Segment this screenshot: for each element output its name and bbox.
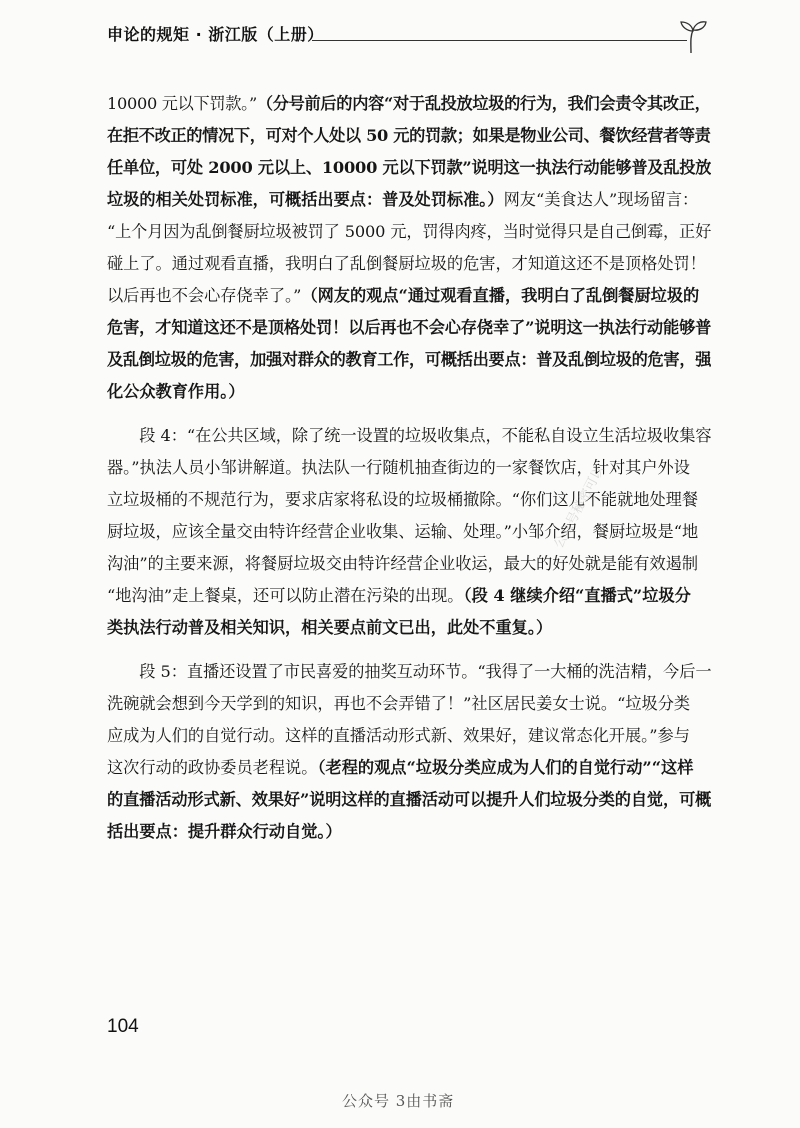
text-run: 立垃圾桶的不规范行为，要求店家将私设的垃圾桶撤除。“你们这儿不能就地处理餐 [107, 490, 699, 509]
text-run: 应成为人们的自觉行动。这样的直播活动形式新、效果好，建议常态化开展。”参与 [107, 726, 690, 745]
book-title: 申论的规矩 · 浙江版（上册） [107, 25, 324, 44]
bold-run: 括出要点：提升群众行动自觉。） [107, 822, 342, 841]
bold-run: 任单位，可处 2000 元以上、10000 元以下罚款”说明这一执法行动能够普及乱投放 [107, 158, 711, 177]
bold-run: （老程的观点“垃圾分类应成为人们的自觉行动”“这样 [317, 758, 694, 777]
header-rule [312, 40, 687, 41]
bold-run: 及乱倒垃圾的危害，加强对群众的教育工作，可概括出要点：普及乱倒垃圾的危害，强 [107, 350, 711, 369]
text-line [107, 216, 711, 248]
text-line [107, 88, 711, 120]
text-line [107, 688, 711, 720]
paragraph [107, 88, 711, 408]
text-line [107, 548, 711, 580]
bold-run: 在拒不改正的情况下，可对个人处以 50 元的罚款；如果是物业公司、餐饮经营者等责 [107, 126, 711, 145]
text-run: 段 4：“在公共区域，除了统一设置的垃圾收集点，不能私自设立生活垃圾收集容 [107, 426, 711, 445]
text-line [107, 816, 711, 848]
text-run: 这次行动的政协委员老程说。 [107, 758, 318, 777]
text-run: 厨垃圾，应该全量交由特许经营企业收集、运输、处理。”小邹介绍，餐厨垃圾是“地 [107, 522, 699, 541]
text-line [107, 612, 711, 644]
watermark: 公众号秘密可以 [551, 463, 608, 551]
text-line [107, 312, 711, 344]
text-run: “上个月因为乱倒餐厨垃圾被罚了 5000 元，罚得肉疼，当时觉得只是自己倒霉，正好 [107, 222, 711, 241]
page-number: 104 [107, 1016, 139, 1037]
bold-run: 化公众教育作用。） [107, 382, 245, 401]
text-line [107, 784, 711, 816]
text-line [107, 420, 711, 452]
running-header [107, 20, 707, 54]
text-line [107, 656, 711, 688]
text-run: 段 5：直播还设置了市民喜爱的抽奖互动环节。“我得了一大桶的洗洁精，今后一 [107, 662, 711, 681]
body-text [107, 88, 711, 848]
text-run: 网友“美食达人”现场留言： [503, 190, 699, 209]
text-run: 器。”执法人员小邹讲解道。执法队一行随机抽查街边的一家餐饮店，针对其户外设 [107, 458, 690, 477]
text-run: 碰上了。通过观看直播，我明白了乱倒餐厨垃圾的危害，才知道这还不是顶格处罚！ [107, 254, 706, 273]
sprout-icon [679, 20, 707, 54]
text-run: 洗碗就会想到今天学到的知识，再也不会弄错了！”社区居民姜女士说。“垃圾分类 [107, 694, 691, 713]
bold-run: 垃圾的相关处罚标准，可概括出要点：普及处罚标准。） [107, 190, 504, 209]
text-line [107, 120, 711, 152]
text-line [107, 720, 711, 752]
text-line [107, 484, 711, 516]
text-line [107, 580, 711, 612]
bold-run: 危害，才知道这还不是顶格处罚！以后再也不会心存侥幸了”说明这一执法行动能够普 [107, 318, 711, 337]
bold-run: （段 4 继续介绍“直播式”垃圾分 [463, 586, 691, 605]
text-run: 以后再也不会心存侥幸了。” [107, 286, 302, 305]
text-line [107, 248, 711, 280]
text-line [107, 516, 711, 548]
text-run: 10000 元以下罚款。” [107, 94, 257, 113]
bold-run: （网友的观点“通过观看直播，我明白了乱倒餐厨垃圾的 [301, 286, 700, 305]
text-line [107, 152, 711, 184]
bold-run: 类执法行动普及相关知识，相关要点前文已出，此处不重复。） [107, 618, 553, 637]
paragraph [107, 420, 711, 644]
text-run: “地沟油”走上餐桌，还可以防止潜在污染的出现。 [107, 586, 464, 605]
text-line [107, 452, 711, 484]
text-line [107, 376, 711, 408]
text-run: 沟油”的主要来源，将餐厨垃圾交由特许经营企业收运，最大的好处就是能有效遏制 [107, 554, 699, 573]
bold-run: （分号前后的内容“对于乱投放垃圾的行为，我们会责令其改正， [256, 94, 711, 113]
paragraph [107, 656, 711, 848]
text-line [107, 184, 711, 216]
text-line [107, 344, 711, 376]
footer-mark: 公众号 3由书斋 [342, 1092, 455, 1110]
text-line [107, 752, 711, 784]
bold-run: 的直播活动形式新、效果好”说明这样的直播活动可以提升人们垃圾分类的自觉，可概 [107, 790, 711, 809]
text-line [107, 280, 711, 312]
